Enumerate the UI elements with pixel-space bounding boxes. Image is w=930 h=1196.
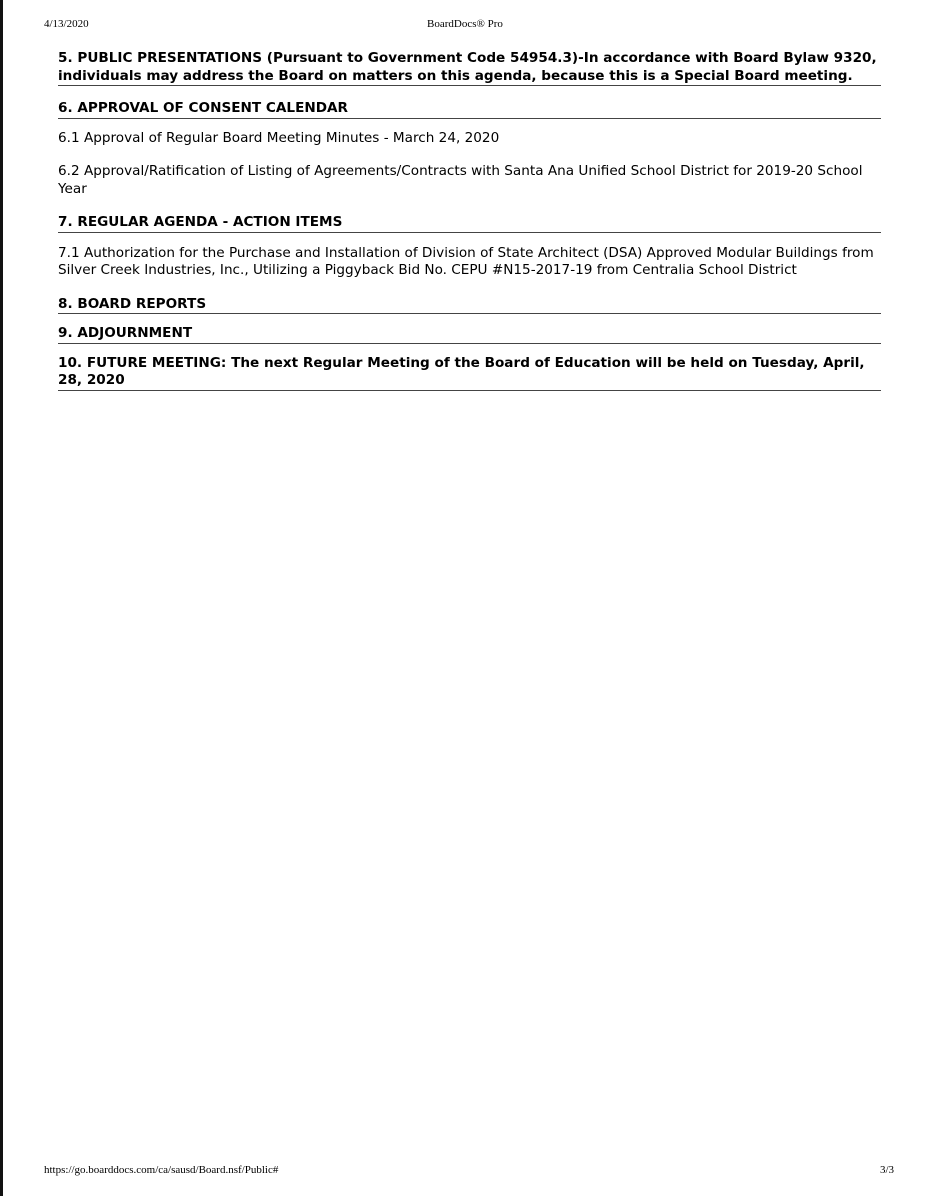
section-9-heading: 9. ADJOURNMENT [58, 325, 881, 344]
section-7-heading: 7. REGULAR AGENDA - ACTION ITEMS [58, 214, 881, 233]
page-left-border [0, 0, 3, 1196]
agenda-content [58, 50, 881, 391]
item-6-2: 6.2 Approval/Ratification of Listing of Agreements/Contracts with Santa Ana Unified School District for 2019-20 School Year [58, 163, 863, 197]
print-url: https://go.boarddocs.com/ca/sausd/Board.nsf/Public# [44, 1164, 279, 1176]
print-date: 4/13/2020 [44, 18, 89, 30]
section-10-heading: 10. FUTURE MEETING: The next Regular Meeting of the Board of Education will be held on Tuesday, April, 28, 2020 [58, 355, 881, 391]
item-7-1: 7.1 Authorization for the Purchase and Installation of Division of State Architect (DSA) Approved Modular Buildings from Silver Creek Industries, Inc., Utilizing a Piggyback Bid No. CEPU #N15-2017-19 from Centralia School District [58, 244, 874, 278]
section-5-heading: 5. PUBLIC PRESENTATIONS (Pursuant to Government Code 54954.3)-In accordance with Board Bylaw 9320, individuals may address the Board on matters on this agenda, because this is a Special Board meeting. [58, 50, 881, 86]
page-number: 3/3 [879, 1164, 894, 1176]
section-6-heading: 6. APPROVAL OF CONSENT CALENDAR [58, 100, 881, 119]
print-app-title: BoardDocs® Pro [427, 18, 503, 30]
section-8-heading: 8. BOARD REPORTS [58, 296, 881, 315]
item-6-1: 6.1 Approval of Regular Board Meeting Minutes - March 24, 2020 [58, 129, 500, 146]
